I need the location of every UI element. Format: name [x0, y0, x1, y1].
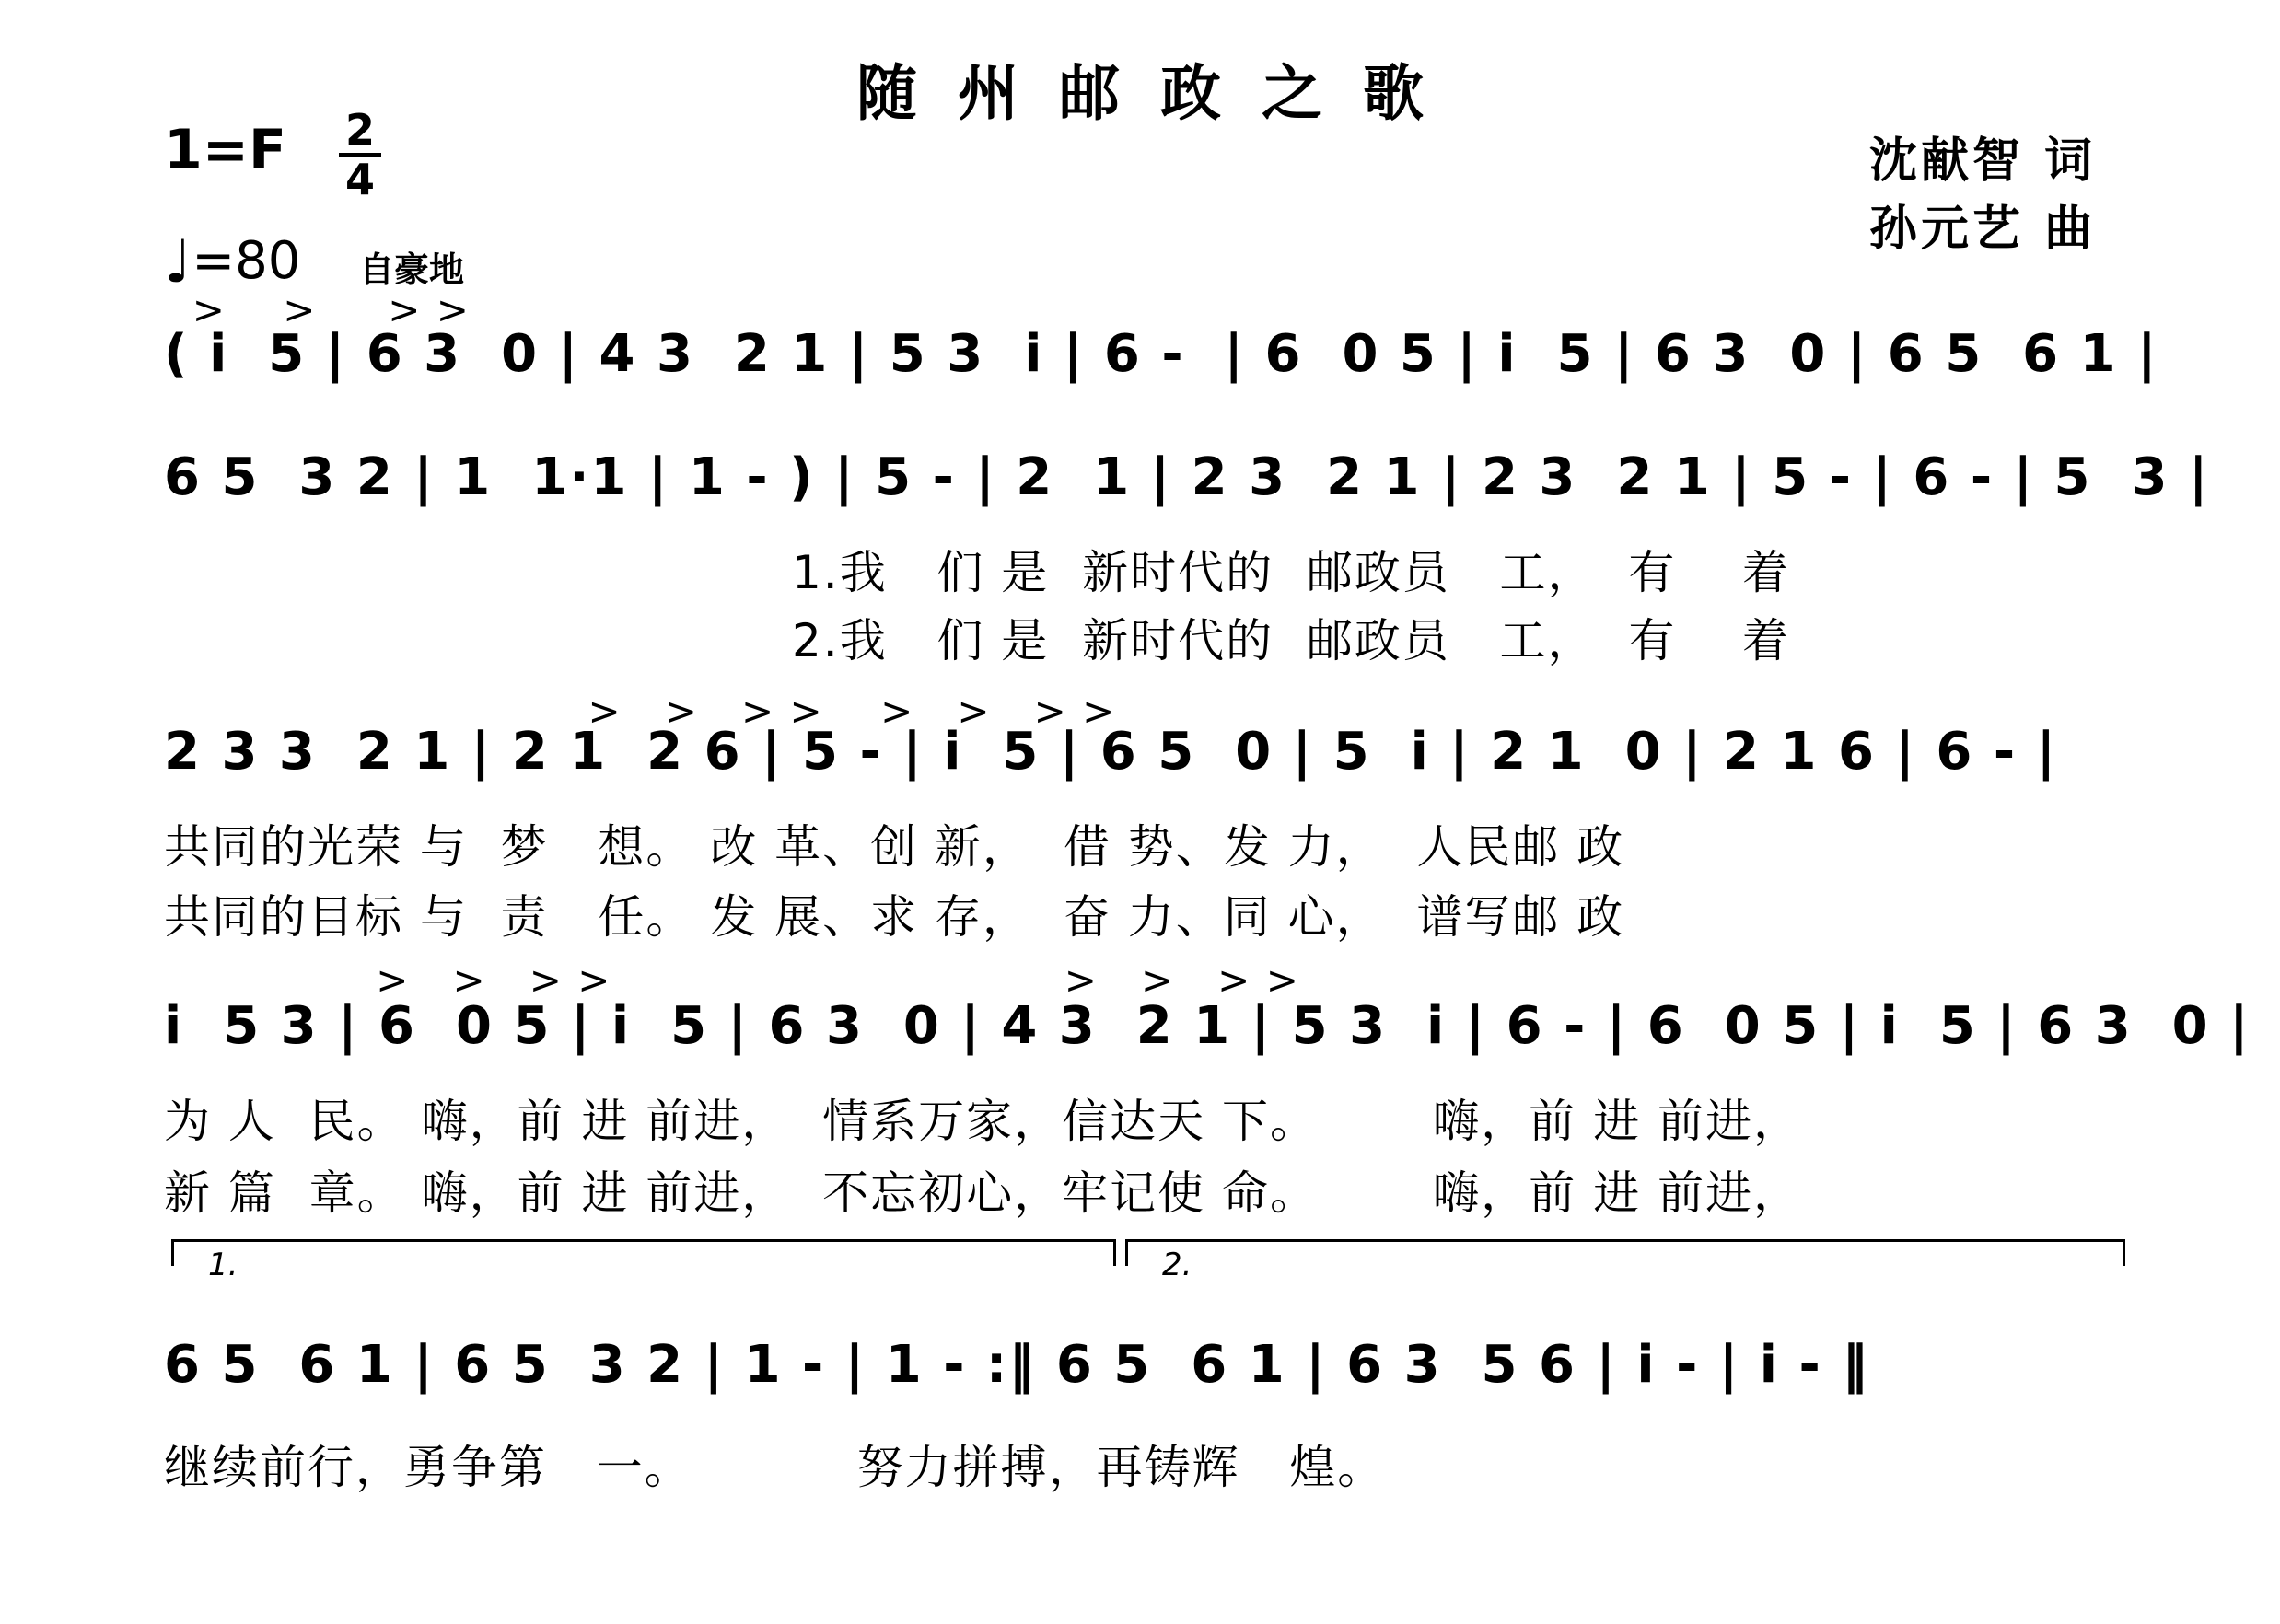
time-signature-top: 2 [344, 105, 375, 155]
tempo-marking [164, 228, 300, 296]
quarter-note-icon: ♩ [164, 228, 192, 296]
second-ending-label: 2. [1162, 1247, 1192, 1283]
system3-verse2: 共同的目标 与 责 任。 发 展、求 存， 奋 力、同 心， 谱写邮 政 [164, 890, 1625, 944]
system3-verse1: 共同的光荣 与 梦 想。 改 革、创 新， 借 势、发 力， 人民邮 政 [164, 820, 1625, 874]
tempo-value: =80 [192, 231, 301, 291]
composer-credit: 孙元艺 曲 [1869, 202, 2097, 257]
expression-marking: 自豪地 [359, 249, 465, 290]
system2-verse2: 2.我 们 是 新时代的 邮政员 工， 有 着 [792, 614, 1790, 667]
time-signature [337, 105, 383, 204]
first-ending-bracket [171, 1239, 1116, 1266]
system4-notes: i 5 3 | 6 0 5 | i 5 | 6 3 0 | 4 3 2 1 | 5 3 i | 6 - | 6 0 5 | i 5 | 6 3 0 | [164, 996, 2251, 1056]
system1-notes: ( i 5 | 6 3 0 | 4 3 2 1 | 5 3 i | 6 - | 6 0 5 | i 5 | 6 3 0 | 6 5 6 1 | [164, 324, 2158, 384]
system1-accents: > > > > [164, 287, 584, 332]
system3-accents: > > > > > > > > [164, 689, 1117, 734]
system4-verse2: 新 篇 章。 嗨，前 进 前进， 不忘初心，牢记使 命。 嗨，前 进 前进， [164, 1166, 1802, 1220]
system2-verse1: 1.我 们 是 新时代的 邮政员 工， 有 着 [792, 546, 1790, 599]
lyricist-credit: 沈献智 词 [1869, 133, 2097, 189]
system3-notes: 2 3 3 2 1 | 2 1 2 6 | 5 - | i 5 | 6 5 0 | 5 i | 2 1 0 | 2 1 6 | 6 - | [164, 722, 2058, 782]
credits [1869, 127, 2096, 263]
system4-verse1: 为 人 民。 嗨，前 进 前进， 情系万家，信达天 下。 嗨，前 进 前进， [164, 1095, 1802, 1148]
song-title: 随州邮政之歌 [856, 58, 1464, 129]
system4-accents: > > > > > > > > [164, 957, 1300, 1003]
key-signature: 1=F [164, 118, 287, 182]
time-signature-bottom: 4 [344, 155, 375, 204]
system2-notes: 6 5 3 2 | 1 1·1 | 1 - ) | 5 - | 2 1 | 2 3 2 1 | 2 3 2 1 | 5 - | 6 - | 5 3 | [164, 447, 2210, 507]
system5-notes: 6 5 6 1 | 6 5 3 2 | 1 - | 1 - :‖ 6 5 6 1 | 6 3 5 6 | i - | i - ‖ [164, 1335, 1870, 1395]
first-ending-label: 1. [208, 1247, 238, 1283]
system5-lyrics: 继续前行，勇争第 一。 努力拼搏，再铸辉 煌。 [164, 1441, 1386, 1494]
second-ending-bracket [1125, 1239, 2125, 1266]
